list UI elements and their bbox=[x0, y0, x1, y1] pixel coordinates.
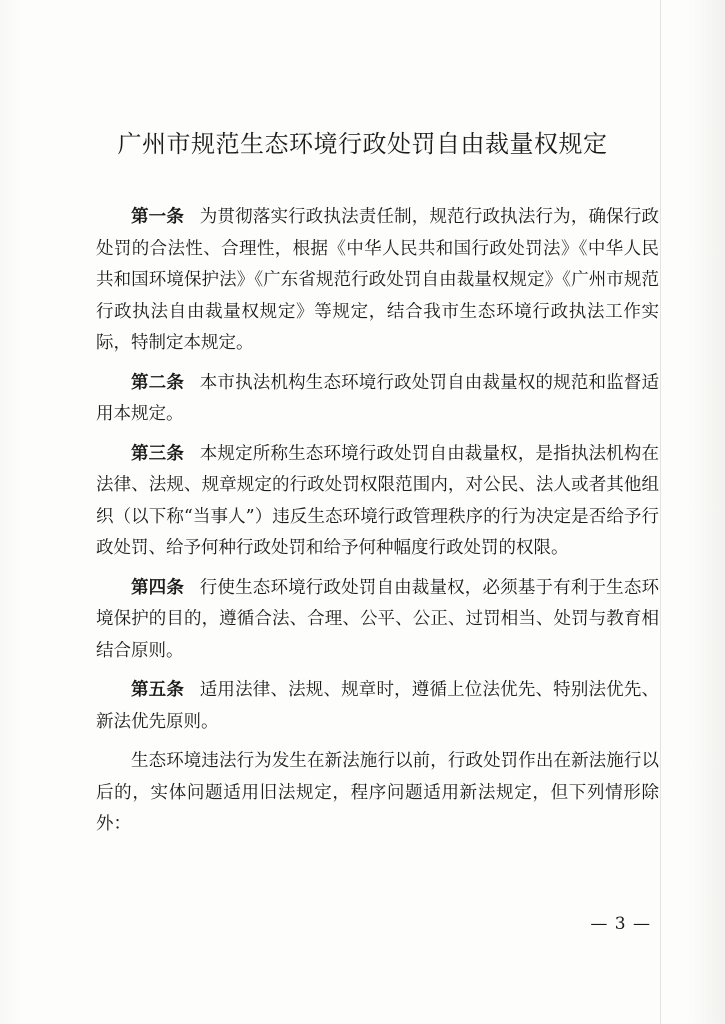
article-heading: 第五条 bbox=[131, 680, 185, 700]
article-heading: 第二条 bbox=[131, 372, 185, 393]
article-text: 本市执法机构生态环境行政处罚自由裁量权的规范和监督适用本规定。 bbox=[96, 372, 660, 424]
article-text: 为贯彻落实行政执法责任制，规范行政执法行为，确保行政处罚的合法性、合理性，根据《中华人民共和国行政处罚法》《中华人民共和国环境保护法》《广东省规范行政处罚自由裁量权规定》《广州市规范行政执法自由裁量权规定》等规定，结合我市生态环境行政执法工作实际，特制定本规定。 bbox=[96, 207, 660, 353]
document-body bbox=[96, 202, 659, 849]
page-number: — 3 — bbox=[590, 914, 651, 934]
article-1 bbox=[96, 202, 659, 360]
article-text: 行使生态环境行政处罚自由裁量权，必须基于有利于生态环境保护的目的，遵循合法、合理、公平、公正、过罚相当、处罚与教育相结合原则。 bbox=[96, 577, 660, 661]
article-2 bbox=[96, 368, 659, 431]
article-3 bbox=[96, 439, 659, 565]
article-5 bbox=[96, 675, 659, 738]
continuation-paragraph: 生态环境违法行为发生在新法施行以前，行政处罚作出在新法施行以后的，实体问题适用旧法规定，程序问题适用新法规定，但下列情形除外： bbox=[96, 751, 659, 834]
article-heading: 第一条 bbox=[131, 207, 185, 227]
article-text: 本规定所称生态环境行政处罚自由裁量权，是指执法机构在法律、法规、规章规定的行政处罚权限范围内，对公民、法人或者其他组织（以下称“当事人”）违反生态环境行政管理秩序的行为决定是否给予行政处罚、给予何种行政处罚和给予何种幅度行政处罚的权限。 bbox=[96, 443, 660, 558]
article-4 bbox=[96, 573, 659, 668]
document-title: 广州市规范生态环境行政处罚自由裁量权规定 bbox=[117, 130, 608, 158]
article-heading: 第三条 bbox=[131, 443, 185, 464]
article-text: 适用法律、法规、规章时，遵循上位法优先、特别法优先、新法优先原则。 bbox=[96, 680, 660, 732]
article-heading: 第四条 bbox=[131, 577, 185, 598]
